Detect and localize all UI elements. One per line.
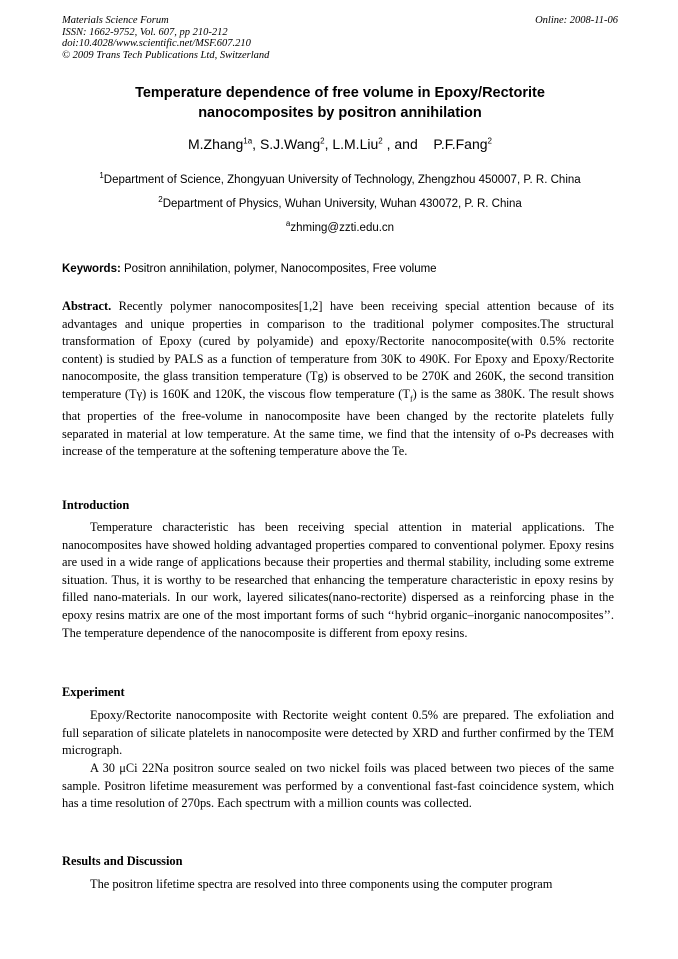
copyright-line: © 2009 Trans Tech Publications Ltd, Switzerland xyxy=(62,49,270,61)
author-sup: 2 xyxy=(320,136,325,146)
abstract-text: Recently polymer nanocomposites[1,2] have been receiving special attention because of its advantages and unique properties in comparison to the traditional polymer composites.The structural transformation of Epoxy (cured by polyamide) and epoxy/Rectorite nanocomposite(with 0.5% rectorite content) is studied by PALS as a function of temperature from 30K to 490K. For Epoxy and Epoxy/Rectorite nanocomposite, the glass transition temperature (Tg) is observed to be 270K and 260K, the second transition temperature (T xyxy=(62,299,614,401)
abstract-label: Abstract. xyxy=(62,299,112,313)
online-date: Online: 2008-11-06 xyxy=(535,15,618,26)
doi-line: doi:10.4028/www.scientific.net/MSF.607.210 xyxy=(62,38,251,49)
affiliation-text: Department of Physics, Wuhan University, Wuhan 430072, P. R. China xyxy=(162,198,522,210)
email-link[interactable]: zhming@zzti.edu.cn xyxy=(290,222,395,234)
affiliation-sup: 1 xyxy=(99,171,104,181)
keywords-text: Positron annihilation, polymer, Nanocomposites, Free volume xyxy=(120,263,437,275)
abstract-text: ) is 160K and 120K, the viscous flow temperature (T xyxy=(142,386,410,401)
author-name: P.F.Fang xyxy=(433,136,488,152)
author-sup: 2 xyxy=(487,136,492,146)
affiliation-email xyxy=(62,221,618,235)
abstract-subscript: f xyxy=(409,394,413,404)
abstract-gamma: γ xyxy=(136,386,143,401)
introduction-heading: Introduction xyxy=(62,498,130,512)
experiment-paragraph-1: Epoxy/Rectorite nanocomposite with Rectorite weight content 0.5% are prepared. The exfoliation and full separation of silicate platelets in nanocomposite were detected by XRD and further confirmed by the TEM micrograph. xyxy=(62,708,614,758)
author-sep: , xyxy=(252,136,260,152)
keywords-line xyxy=(62,262,618,276)
author-sup: 2 xyxy=(378,136,383,146)
affiliation-1 xyxy=(62,173,618,187)
journal-name: Materials Science Forum xyxy=(62,15,169,26)
author-name: L.M.Liu xyxy=(332,136,379,152)
author-list xyxy=(62,134,618,154)
experiment-paragraph-2: A 30 μCi 22Na positron source sealed on two nickel foils was placed between two pieces of the same sample. Positron lifetime measurement was performed by a conventional fast-fast coincidence system, which has a time resolution of 270ps. Each spectrum with a million counts was collected. xyxy=(62,761,614,811)
paper-title xyxy=(62,83,618,123)
introduction-paragraph: Temperature characteristic has been receiving special attention in material applications. The nanocomposites have showed holding advantaged properties compared to conventional polymer. Epoxy resins are used in a wide range of applications because their properties and thermal stability, including some extreme situation. Thus, it is worthy to be researched that enhancing the temperature characteristic in epoxy resins by filled nano-materials. In our work, layered silicates(nano-rectorite) dispersed as a reinforcing phase in the epoxy resins matrix are one of the most important forms of such ‘‘hybrid organic–inorganic nanocomposites’’. The temperature dependence of the nanocomposite is different from epoxy resins. xyxy=(62,520,614,640)
experiment-heading: Experiment xyxy=(62,685,125,699)
affiliation-sup: a xyxy=(285,219,291,229)
title-line-1: Temperature dependence of free volume in Epoxy/Rectorite xyxy=(135,85,545,101)
journal-header xyxy=(62,15,618,61)
keywords-label: Keywords: xyxy=(62,263,121,275)
author-sup: 1a xyxy=(243,136,253,146)
author-sep: , xyxy=(324,136,333,152)
issn-line: ISSN: 1662-9752, Vol. 607, pp 210-212 xyxy=(62,26,228,38)
results-paragraph: The positron lifetime spectra are resolved into three components using the computer program xyxy=(90,877,553,891)
affiliation-text: Department of Science, Zhongyuan University of Technology, Zhengzhou 450007, P. R. China xyxy=(103,174,581,186)
author-sep: , and xyxy=(382,136,434,152)
affiliation-sup: 2 xyxy=(158,195,163,205)
abstract-paragraph xyxy=(62,298,614,461)
title-line-2: nanocomposites by positron annihilation xyxy=(198,105,482,121)
results-heading: Results and Discussion xyxy=(62,854,183,868)
affiliation-2 xyxy=(62,197,618,211)
abstract-text: ) is the same as 380K. The result shows that properties of the free-volume in nanocomposite have been changed by the rectorite platelets fully separated in material at low temperature. At the same time, we find that the intensity of o-Ps decreases with increase of the temperature at the softening temperature above the Te. xyxy=(62,386,614,459)
author-name: M.Zhang xyxy=(188,136,244,152)
author-name: S.J.Wang xyxy=(259,136,321,152)
